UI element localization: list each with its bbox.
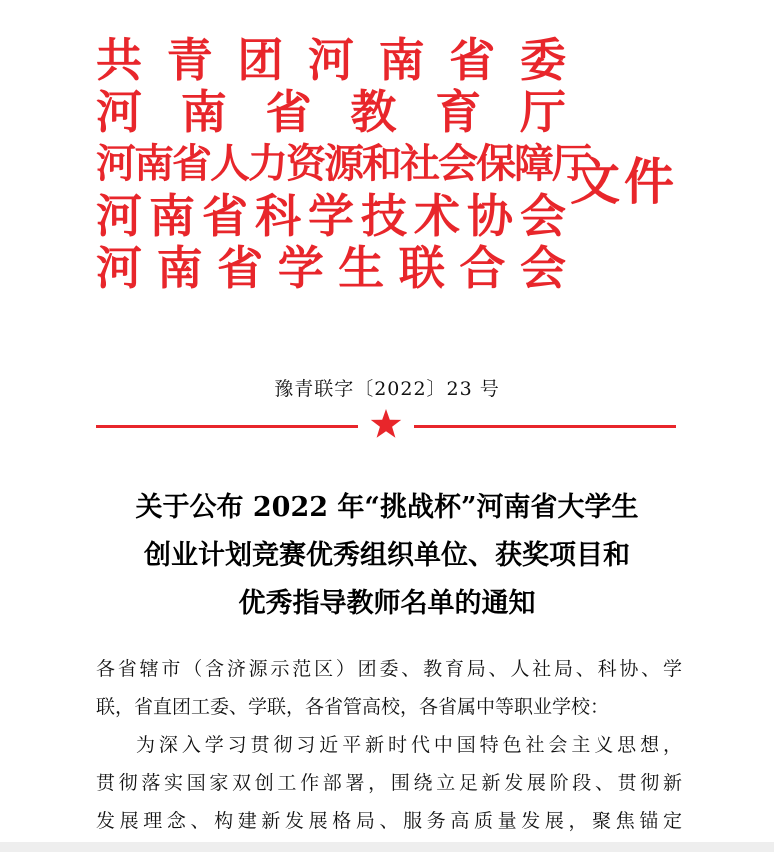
issuer-char: 会	[519, 241, 566, 295]
issuer-char: 南	[149, 189, 195, 243]
notice-body	[96, 650, 682, 840]
issuer-char: 河	[307, 33, 354, 87]
document-number: 豫青联字〔2022〕23 号	[274, 378, 500, 400]
issuer-char: 河	[96, 189, 142, 243]
issuer-char: 省	[265, 85, 312, 139]
paragraph-line-2: 贯彻落实国家双创工作部署，围绕立足新发展阶段、贯彻新	[96, 772, 682, 794]
title-line-1: 关于公布 2022 年“挑战杯”河南省大学生	[135, 492, 639, 523]
issuer-char: 南	[180, 85, 227, 139]
title-line-2: 创业计划竞赛优秀组织单位、获奖项目和	[144, 540, 630, 571]
issuer-char: 教	[350, 85, 397, 139]
issuer-char: 河	[96, 85, 142, 139]
issuer-char: 学	[308, 189, 354, 243]
recipients-line-1: 各省辖市（含济源示范区）团委、教育局、人社局、科协、学	[96, 658, 682, 680]
issuer-char: 南	[156, 241, 203, 295]
issuer-char: 省	[217, 241, 264, 295]
issuer-char: 联	[398, 241, 445, 295]
red-star-icon	[370, 408, 402, 440]
divider-line-right	[414, 425, 676, 428]
issuer-char: 术	[414, 189, 460, 243]
recipients-line-2: 联，省直团工委、学联，各省管高校，各省属中等职业学校：	[96, 696, 610, 718]
red-divider	[96, 406, 676, 446]
issuer-block	[96, 33, 590, 295]
issuer-line-1	[96, 34, 566, 86]
page-bottom-edge	[0, 842, 774, 852]
issuer-char: 合	[459, 241, 506, 295]
issuer-char: 科	[255, 189, 301, 243]
issuer-line-2	[96, 86, 566, 138]
issuer-char: 厅	[519, 85, 566, 139]
paragraph-line-3: 发展理念、构建新发展格局、服务高质量发展，聚焦锚定	[96, 810, 682, 832]
notice-title	[0, 484, 774, 628]
issuer-char: 河	[96, 241, 142, 295]
issuer-char: 省	[202, 189, 248, 243]
issuer-char: 会	[520, 189, 566, 243]
issuer-char: 共	[96, 33, 142, 87]
title-line-3: 优秀指导教师名单的通知	[238, 588, 536, 619]
issuer-char: 团	[237, 33, 284, 87]
issuer-line-5	[96, 242, 566, 294]
paragraph-line-1: 为深入学习贯彻习近平新时代中国特色社会主义思想，	[136, 734, 682, 756]
issuer-char: 青	[166, 33, 213, 87]
issuer-char: 委	[519, 33, 566, 87]
issuer-char: 生	[338, 241, 385, 295]
issuer-char: 协	[467, 189, 513, 243]
issuer-line-3: 河南省人力资源和社会保障厅	[96, 141, 590, 187]
issuer-char: 技	[361, 189, 407, 243]
issuer-line-4	[96, 190, 566, 242]
issuer-char: 育	[435, 85, 482, 139]
issuer-char: 省	[449, 33, 496, 87]
document-suffix: 文件	[570, 153, 678, 211]
issuer-char: 南	[378, 33, 425, 87]
issuer-char: 学	[277, 241, 324, 295]
divider-line-left	[96, 425, 358, 428]
